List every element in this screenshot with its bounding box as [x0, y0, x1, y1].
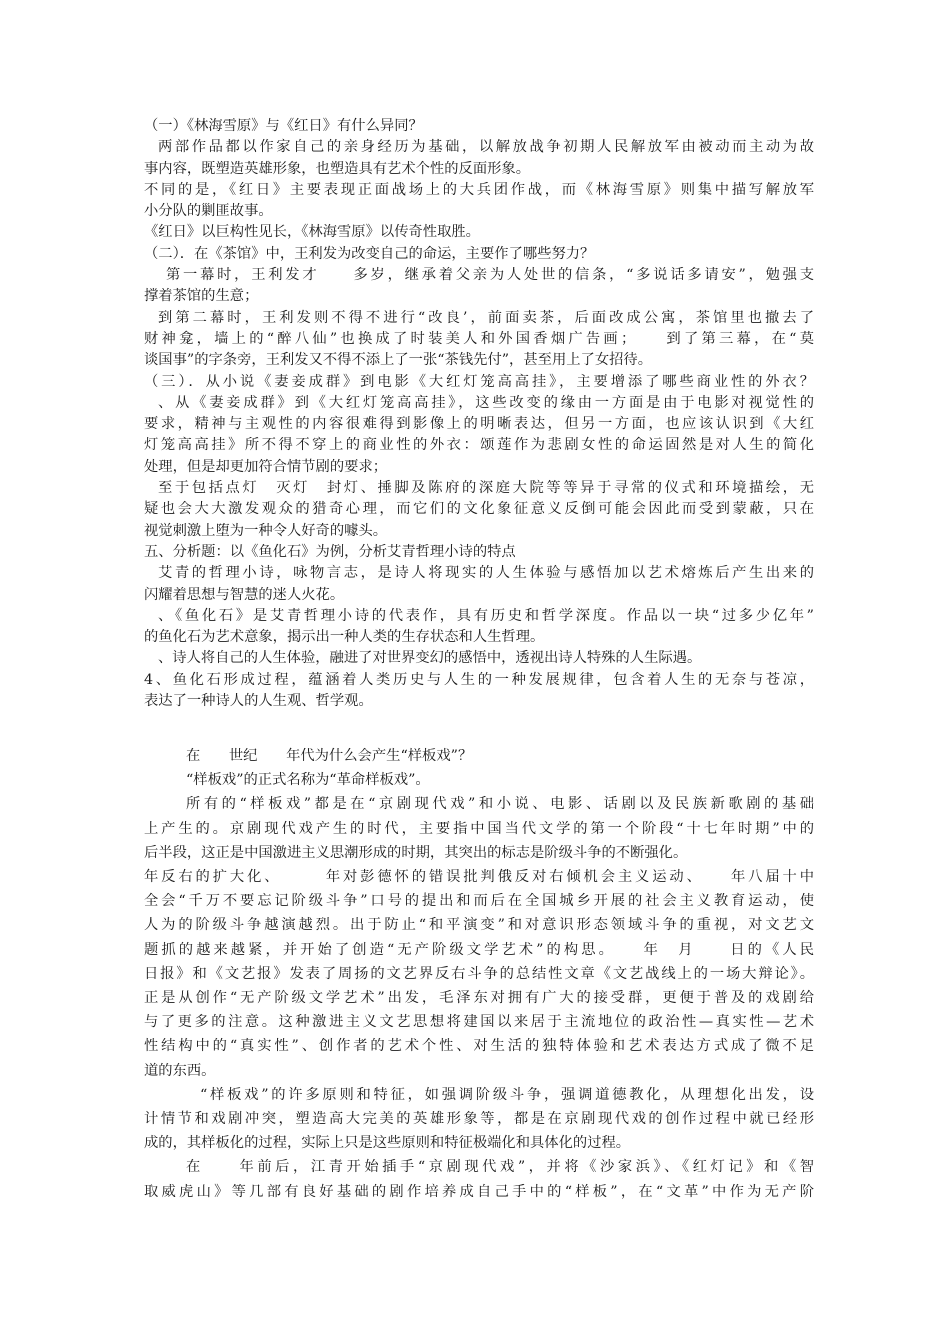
- text-line: 后半段，这正是中国激进主义思潮形成的时期，其突出的标志是阶级斗争的不断强化。: [144, 844, 688, 861]
- text-line: 事内容，既塑造英雄形象，也塑造具有艺术个性的反面形象。: [144, 160, 531, 177]
- text-line: 表达了一种诗人的人生观、哲学观。: [144, 693, 373, 710]
- text-line: 处理，但是却更加符合情节剧的要求；: [144, 458, 388, 475]
- text-line: 不同的是，《红日》主要表现正面战场上的大兵团作战，而《林海雪原》则集中描写解放军: [144, 181, 814, 198]
- text-line: 两部作品都以作家自己的亲身经历为基础，以解放战争初期人民解放军由被动而主动为故: [158, 139, 814, 156]
- text-line: 在 年前后，江青开始插手“京剧现代戏”，并将《沙家浜》、《红灯记》和《智: [186, 1159, 814, 1176]
- text-line: 所有的“样板戏”都是在“京剧现代戏”和小说、电影、话剧以及民族新歌剧的基础: [186, 796, 814, 813]
- text-line: 在 世纪 年代为什么会产生“样板戏”？: [186, 748, 473, 764]
- text-line: 成的，其样板化的过程，实际上只是这些原则和特征极端化和具体化的过程。: [144, 1135, 631, 1152]
- text-line: “样板戏”的许多原则和特征，如强调阶级斗争，强调道德教化，从理想化出发，设: [200, 1086, 814, 1103]
- text-line: 至于包括点灯 灭灯 封灯、捶脚及陈府的深庭大院等等异于寻常的仪式和环境描绘，无: [158, 480, 814, 497]
- text-line: 、从《妻妾成群》到《大红灯笼高高挂》，这些改变的缘由一方面是由于电影对视觉性的: [158, 394, 814, 411]
- text-line: 五、分析题：以《鱼化石》为例，分析艾青哲理小诗的特点: [144, 543, 516, 560]
- text-line: 的鱼化石为艺术意象，揭示出一种人类的生存状态和人生哲理。: [144, 629, 545, 646]
- text-line: 取威虎山》等几部有良好基础的剧作培养成自己手中的“样板”，在“文革”中作为无产阶: [144, 1183, 814, 1200]
- text-line: 与了更多的注意。这种激进主义文艺思想将建国以来居于主流地位的政治性—真实性—艺术: [144, 1014, 814, 1031]
- text-line: 题抓的越来越紧，并开始了创造“无产阶级文学艺术”的构思。 年 月 日的《人民: [144, 941, 814, 958]
- text-line: 视觉刺激上堕为一种令人好奇的噱头。: [144, 522, 388, 539]
- text-line: 上产生的。京剧现代戏产生的时代，主要指中国当代文学的第一个阶段“十七年时期”中的: [144, 820, 814, 837]
- text-line: 年反右的扩大化、 年对彭德怀的错误批判俄反对右倾机会主义运动、 年八届十中: [144, 869, 814, 886]
- text-line: 人为的阶级斗争越演越烈。出于防止“和平演变”和对意识形态领域斗争的重视，对文艺文: [144, 917, 814, 934]
- text-line: （三）．从小说《妻妾成群》到电影《大红灯笼高高挂》，主要增添了哪些商业性的外衣？: [144, 373, 814, 390]
- answer-section-yangbanxi: [144, 744, 814, 1204]
- text-line: （二）．在《茶馆》中，王利发为改变自己的命运，主要作了哪些努力？: [144, 245, 595, 262]
- text-line: 财神龛，墙上的“醉八仙”也换成了时装美人和外国香烟广告画； 到了第三幕，在“莫: [144, 330, 814, 347]
- text-line: 谈国事”的字条旁，王利发又不得不添上了一张“茶钱先付”，甚至用上了女招待。: [144, 352, 653, 369]
- answer-section-one: [144, 116, 814, 712]
- text-line: 全会“千万不要忘记阶级斗争”口号的提出和而后在全国城乡开展的社会主义教育运动，使: [144, 893, 814, 910]
- text-line: 艾青的哲理小诗，咏物言志，是诗人将现实的人生体验与感悟加以艺术熔炼后产生出来的: [158, 565, 814, 582]
- text-line: 性结构中的“真实性”、创作者的艺术个性、对生活的独特体验和艺术表达方式成了微不足: [144, 1038, 814, 1055]
- text-line: 《红日》以巨构性见长，《林海雪原》以传奇性取胜。: [144, 224, 480, 241]
- text-line: 第一幕时，王利发才 多岁，继承着父亲为人处世的信条，“多说话多请安”，勉强支: [166, 267, 814, 284]
- text-line: 疑也会大大激发观众的猎奇心理，而它们的文化象征意义反倒可能会因此而受到蒙蔽，只在: [144, 501, 814, 518]
- text-line: 撑着茶馆的生意；: [144, 288, 259, 305]
- text-line: 到第二幕时，王利发则不得不进行“改良’，前面卖茶，后面改成公寓，茶馆里也撤去了: [158, 309, 814, 326]
- text-line: 要求，精神与主观性的内容很难得到影像上的明晰表达，但另一方面，也应该认识到《大红: [144, 416, 814, 433]
- text-line: 计情节和戏剧冲突，塑造高大完美的英雄形象等，都是在京剧现代戏的创作过程中就已经形: [144, 1111, 814, 1128]
- text-line: 4、鱼化石形成过程，蕴涵着人类历史与人生的一种发展规律，包含着人生的无奈与苍凉，: [144, 671, 814, 688]
- text-line: “样板戏”的正式名称为“革命样板戏”。: [186, 772, 430, 789]
- text-line: 道的东西。: [144, 1062, 216, 1079]
- text-line: 闪耀着思想与智慧的迷人火花。: [144, 586, 345, 603]
- text-line: 、《鱼化石》是艾青哲理小诗的代表作，具有历史和哲学深度。作品以一块“过多少亿年”: [158, 607, 814, 624]
- text-line: 日报》和《文艺报》发表了周扬的文艺界反右斗争的总结性文章《文艺战线上的一场大辩论》。: [144, 965, 814, 982]
- text-line: 小分队的剿匪故事。: [144, 203, 273, 220]
- text-line: 灯笼高高挂》所不得不穿上的商业性的外衣：颂莲作为悲剧女性的命运固然是对人生的简化: [144, 437, 814, 454]
- text-line: 、诗人将自己的人生体验，融进了对世界变幻的感悟中，透视出诗人特殊的人生际遇。: [158, 650, 702, 667]
- text-line: 正是从创作“无产阶级文学艺术”出发，毛泽东对拥有广大的接受群，更便于普及的戏剧给: [144, 990, 814, 1007]
- text-line: （一）《林海雪原》与《红日》有什么异同？: [144, 118, 423, 134]
